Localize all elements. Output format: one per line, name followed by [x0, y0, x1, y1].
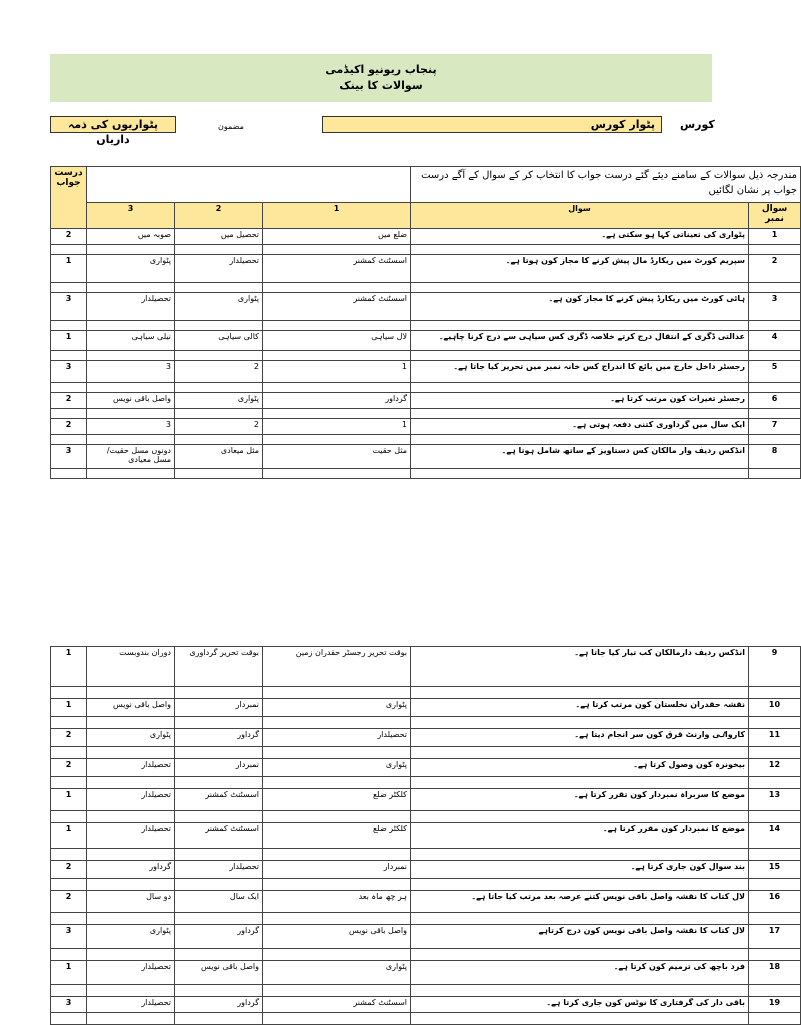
- question-number: 3: [749, 293, 801, 321]
- option-2-header: 2: [175, 203, 263, 229]
- title-banner: [50, 54, 712, 102]
- academy-title: پنجاب ریونیو اکیڈمی: [325, 63, 437, 76]
- spacer-row: [51, 949, 801, 961]
- question-text: فرد باچھ کی ترمیم کون کرتا ہے۔: [411, 961, 749, 985]
- option-2: نمبردار: [175, 759, 263, 777]
- option-1: واصل باقی نویس: [263, 925, 411, 949]
- question-text: موضع کا نمبردار کون مقرر کرتا ہے۔: [411, 823, 749, 849]
- question-number: 17: [749, 925, 801, 949]
- spacer-row: [51, 383, 801, 393]
- option-3: صوبہ میں: [87, 229, 175, 245]
- spacer-row: [51, 351, 801, 361]
- question-text: پٹواری کی تعیناتی کہا ہو سکتی ہے۔: [411, 229, 749, 245]
- question-number: 6: [749, 393, 801, 409]
- answer: 2: [51, 419, 87, 435]
- question-text: موضع کا سربراہ نمبردار کون تقرر کرتا ہے۔: [411, 789, 749, 811]
- answer-column-header: درست جواب: [51, 167, 87, 229]
- questions-table-1: [50, 166, 801, 479]
- option-2: نمبردار: [175, 699, 263, 717]
- question-text: بیخونرہ کون وصول کرتا ہے۔: [411, 759, 749, 777]
- answer: 3: [51, 445, 87, 469]
- spacer-row: [51, 321, 801, 331]
- questions-table-2: [50, 646, 801, 1025]
- option-1: نمبردار: [263, 861, 411, 879]
- option-1: 1: [263, 419, 411, 435]
- question-text: لال کتاب کا نقشہ واصل باقی نویس کون درج کرتاہے: [411, 925, 749, 949]
- question-text: کارواٸی وارنٹ قرق کون سر انجام دیتا ہے۔: [411, 729, 749, 747]
- question-number: 7: [749, 419, 801, 435]
- answer: 2: [51, 861, 87, 879]
- spacer-row: [51, 245, 801, 255]
- answer: 1: [51, 699, 87, 717]
- table-row: [51, 229, 801, 245]
- option-1: کلکٹر ضلع: [263, 789, 411, 811]
- option-2: واصل باقی نویس: [175, 961, 263, 985]
- option-3: واصل باقی نویس: [87, 699, 175, 717]
- option-3: تحصیلدار: [87, 759, 175, 777]
- option-3: پٹواری: [87, 925, 175, 949]
- answer: 2: [51, 729, 87, 747]
- question-number: 5: [749, 361, 801, 383]
- question-number: 11: [749, 729, 801, 747]
- option-3: تحصیلدار: [87, 789, 175, 811]
- answer: 3: [51, 997, 87, 1013]
- option-3: دونوں مسل حقیت/مسل معیادی: [87, 445, 175, 469]
- option-1-header: 1: [263, 203, 411, 229]
- answer: 2: [51, 891, 87, 913]
- answer: 1: [51, 255, 87, 283]
- spacer-row: [51, 811, 801, 823]
- question-number: 10: [749, 699, 801, 717]
- question-number: 2: [749, 255, 801, 283]
- option-1: لال سیاہی: [263, 331, 411, 351]
- question-text: نقشہ حقدران نخلستان کون مرتب کرتا ہے۔: [411, 699, 749, 717]
- question-text: سپریم کورٹ میں ریکارڈ مال پیش کرنے کا مجاز کون ہوتا ہے۔: [411, 255, 749, 283]
- question-number: 1: [749, 229, 801, 245]
- spacer-row: [51, 717, 801, 729]
- spacer-row: [51, 985, 801, 997]
- option-2: گرداور: [175, 997, 263, 1013]
- option-1: پٹواری: [263, 961, 411, 985]
- question-number: 16: [749, 891, 801, 913]
- option-3: تحصیلدار: [87, 823, 175, 849]
- spacer-row: [51, 913, 801, 925]
- table-row: [51, 861, 801, 879]
- option-3: تحصیلدار: [87, 961, 175, 985]
- subject-value: پٹواریوں کی ذمہ داریاں: [50, 116, 176, 133]
- option-3: پٹواری: [87, 255, 175, 283]
- table-row: [51, 255, 801, 283]
- option-2: تحصیلدار: [175, 255, 263, 283]
- spacer-row: [51, 409, 801, 419]
- table-row: [51, 419, 801, 435]
- column-header-row: [51, 203, 801, 229]
- subject-label: مضمون: [218, 122, 244, 131]
- answer: 3: [51, 925, 87, 949]
- question-number: 9: [749, 647, 801, 687]
- spacer-row: [51, 687, 801, 699]
- table-row: [51, 331, 801, 351]
- table-row: [51, 445, 801, 469]
- option-2: کالی سیاہی: [175, 331, 263, 351]
- table-row: [51, 361, 801, 383]
- option-2: 2: [175, 361, 263, 383]
- option-3: نیلی سیاہی: [87, 331, 175, 351]
- option-1: تحصیلدار: [263, 729, 411, 747]
- answer: 1: [51, 789, 87, 811]
- question-text: انڈکس ردیف دارمالکان کب تیار کیا جاتا ہے۔: [411, 647, 749, 687]
- question-number: 19: [749, 997, 801, 1013]
- answer: 3: [51, 361, 87, 383]
- spacer-row: [51, 777, 801, 789]
- spacer-row: [51, 469, 801, 479]
- table-row: [51, 997, 801, 1013]
- option-3: پٹواری: [87, 729, 175, 747]
- option-1: کلکٹر ضلع: [263, 823, 411, 849]
- option-1: گرداور: [263, 393, 411, 409]
- option-1: اسسٹنٹ کمشنر: [263, 293, 411, 321]
- course-value: پٹوار کورس: [322, 116, 662, 133]
- answer: 1: [51, 331, 87, 351]
- option-3: تحصیلدار: [87, 997, 175, 1013]
- table-row: [51, 759, 801, 777]
- spacer-row: [51, 283, 801, 293]
- spacer-row: [51, 1013, 801, 1025]
- spacer-row: [51, 747, 801, 759]
- option-2: گرداور: [175, 925, 263, 949]
- option-3: دو سال: [87, 891, 175, 913]
- table-row: [51, 823, 801, 849]
- question-header: سوال: [411, 203, 749, 229]
- question-text: لال کتاب کا نقشہ واصل باقی نویس کتنے عرصہ بعد مرتب کیا جاتا ہے۔: [411, 891, 749, 913]
- table-row: [51, 393, 801, 409]
- question-number: 13: [749, 789, 801, 811]
- option-2: پٹواری: [175, 393, 263, 409]
- answer: 2: [51, 229, 87, 245]
- option-1: 1: [263, 361, 411, 383]
- question-text: انڈکس ردیف وار مالکان کس دستاویز کے ساتھ شامل ہوتا ہے۔: [411, 445, 749, 469]
- question-number: 15: [749, 861, 801, 879]
- question-text: رجسٹر تغیرات کون مرتب کرتا ہے۔: [411, 393, 749, 409]
- option-1: پٹواری: [263, 699, 411, 717]
- option-1: ہر چھ ماہ بعد: [263, 891, 411, 913]
- option-2: پٹواری: [175, 293, 263, 321]
- table-row: [51, 961, 801, 985]
- table-row: [51, 925, 801, 949]
- option-3: تحصیلدار: [87, 293, 175, 321]
- spacer-row: [51, 435, 801, 445]
- question-text: ہائی کورٹ میں ریکارڈ پیش کرنے کا مجاز کون ہے۔: [411, 293, 749, 321]
- instruction-row: [51, 167, 801, 203]
- option-2: 2: [175, 419, 263, 435]
- table-row: [51, 729, 801, 747]
- table-row: [51, 647, 801, 687]
- option-1: پٹواری: [263, 759, 411, 777]
- option-3: گرداور: [87, 861, 175, 879]
- option-1: اسسٹنٹ کمشنر: [263, 255, 411, 283]
- answer: 1: [51, 823, 87, 849]
- answer: 2: [51, 393, 87, 409]
- option-2: ایک سال: [175, 891, 263, 913]
- question-number: 8: [749, 445, 801, 469]
- question-text: باقی دار کی گرفتاری کا نوٹس کون جاری کرتا ہے۔: [411, 997, 749, 1013]
- option-1: ضلع میں: [263, 229, 411, 245]
- answer: 1: [51, 647, 87, 687]
- question-number: 14: [749, 823, 801, 849]
- option-1: مثل حقیت: [263, 445, 411, 469]
- option-3: دوران بندوبست: [87, 647, 175, 687]
- question-number: 4: [749, 331, 801, 351]
- spacer-row: [51, 879, 801, 891]
- question-text: بند سوال کون جاری کرتا ہے۔: [411, 861, 749, 879]
- question-number: 18: [749, 961, 801, 985]
- option-2: اسسٹنٹ کمشنر: [175, 789, 263, 811]
- table-row: [51, 891, 801, 913]
- table-row: [51, 789, 801, 811]
- option-2: تحصیلدار: [175, 861, 263, 879]
- answer: 3: [51, 293, 87, 321]
- spacer-row: [51, 849, 801, 861]
- question-text: عدالتی ڈگری کے انتقال درج کرتے خلاصہ ڈگری کس سیاہی سے درج کرنا چاہیے۔: [411, 331, 749, 351]
- option-2: بوقت تحریر گرداوری: [175, 647, 263, 687]
- option-1: اسسٹنٹ کمشنر: [263, 997, 411, 1013]
- option-2: اسسٹنٹ کمشنر: [175, 823, 263, 849]
- option-2: تحصیل میں: [175, 229, 263, 245]
- option-1: بوقت تحریر رجسٹر حقدران زمین: [263, 647, 411, 687]
- question-text: ایک سال میں گرداوری کتنی دفعہ ہوتی ہے۔: [411, 419, 749, 435]
- option-2: گرداور: [175, 729, 263, 747]
- question-number-header: سوال نمبر: [749, 203, 801, 229]
- answer: 1: [51, 961, 87, 985]
- option-3: 3: [87, 419, 175, 435]
- question-text: رجسٹر داخل خارج میں بائع کا اندراج کس خانہ نمبر میں تحریر کیا جاتا ہے۔: [411, 361, 749, 383]
- table-row: [51, 293, 801, 321]
- question-number: 12: [749, 759, 801, 777]
- answer: 2: [51, 759, 87, 777]
- course-label: کورس: [680, 118, 715, 131]
- option-2: مثل میعادی: [175, 445, 263, 469]
- option-3: واصل باقی نویس: [87, 393, 175, 409]
- option-3: 3: [87, 361, 175, 383]
- option-3-header: 3: [87, 203, 175, 229]
- table-row: [51, 699, 801, 717]
- question-bank-title: سوالات کا بینک: [339, 79, 423, 92]
- instruction-text: مندرجہ ذیل سوالات کے سامنے دیئے گئے درست جواب کا انتخاب کر کے سوال کے آگے درست جواب پر نشان لگائیں: [411, 167, 801, 203]
